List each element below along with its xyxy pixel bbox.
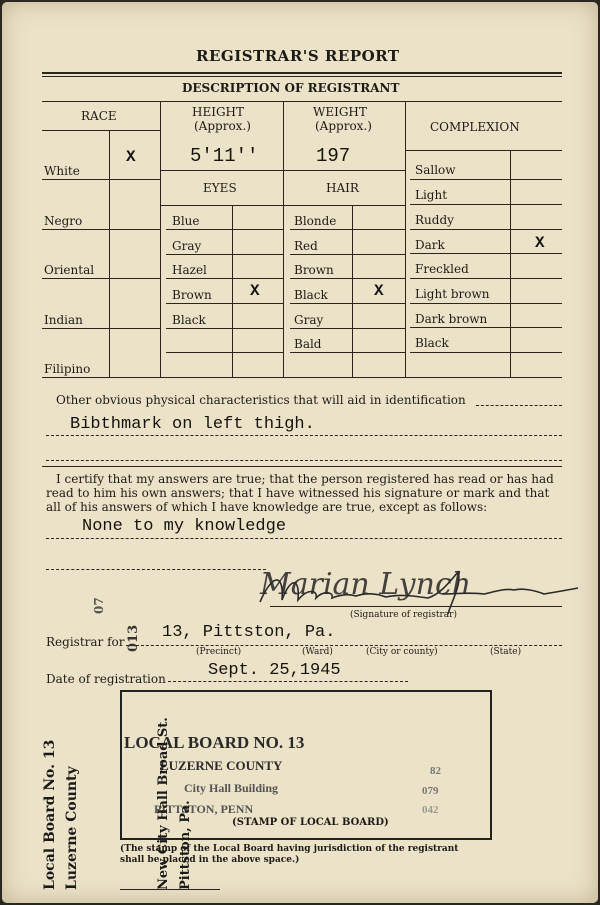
col-divider-weight [405, 101, 406, 377]
stamp-caption: (STAMP OF LOCAL BOARD) [232, 817, 389, 828]
race-filipino: Filipino [44, 362, 91, 376]
registrar-for-line [126, 645, 562, 646]
section-title: DESCRIPTION OF REGISTRANT [182, 81, 400, 95]
complexion-sallow: Sallow [415, 163, 456, 177]
complexion-header: COMPLEXION [430, 120, 520, 134]
stamp-line-3: City Hall Building [184, 781, 279, 795]
stamp-number-3: 042 [422, 804, 439, 816]
complexion-rule-2 [410, 204, 562, 205]
complexion-freckled: Freckled [415, 262, 469, 276]
complexion-rule-7 [410, 327, 562, 328]
hair-rule-4 [290, 303, 405, 304]
other-characteristics-label: Other obvious physical characteristics that will aid in identification [56, 393, 466, 407]
complexion-rule-1 [410, 179, 562, 180]
complexion-header-rule [405, 150, 562, 151]
stamp-line-4: PITTSTON, PENN [154, 802, 254, 816]
eyes-rule-4 [166, 303, 283, 304]
race-row-rule-1 [42, 179, 160, 180]
hair-gray: Gray [294, 313, 324, 327]
date-value: Sept. 25,1945 [208, 661, 341, 680]
complexion-ruddy: Ruddy [415, 213, 454, 227]
race-indian: Indian [44, 313, 83, 327]
complexion-rule-3 [410, 229, 562, 230]
side-stamp-2-line-1: New City Hall Broad St. [156, 717, 171, 890]
height-label: HEIGHT [192, 105, 245, 119]
eyes-header-rule [160, 205, 283, 206]
side-stamp-2-line-2: Pittston, Pa. [178, 800, 193, 890]
registrar-signature-text: Marian Lynch [260, 567, 472, 602]
date-line [168, 681, 408, 682]
hair-black: Black [294, 288, 328, 302]
stamp-line-1: LOCAL BOARD NO. 13 [124, 733, 305, 752]
exceptions-line-2 [46, 569, 266, 570]
table-top-rule [42, 101, 562, 102]
title-rule [42, 72, 562, 74]
hair-rule-1 [290, 229, 405, 230]
complexion-check-divider [510, 150, 511, 377]
race-white: White [44, 164, 80, 178]
hair-rule-2 [290, 254, 405, 255]
weight-label: WEIGHT [313, 105, 367, 119]
registrar-for-value: 13, Pittston, Pa. [162, 623, 336, 642]
complexion-light-brown: Light brown [415, 287, 490, 301]
stamp-number-2: 079 [422, 785, 439, 797]
eyes-hazel: Hazel [172, 263, 207, 277]
race-row-rule-2 [42, 229, 160, 230]
race-row-rule-3 [42, 278, 160, 279]
table-bottom-rule [42, 377, 562, 378]
report-title: REGISTRAR'S REPORT [196, 47, 400, 65]
col-divider-race [160, 101, 161, 377]
hair-bald: Bald [294, 337, 322, 351]
precinct-label: (Precinct) [196, 647, 242, 657]
hair-blonde: Blonde [294, 214, 337, 228]
race-check-divider [109, 130, 110, 377]
hair-red: Red [294, 239, 318, 253]
hair-header-rule [283, 205, 405, 206]
complexion-rule-6 [410, 303, 562, 304]
stamp-line-2: LUZERNE COUNTY [160, 758, 283, 773]
signature-line [270, 606, 562, 607]
height-value: 5'11'' [190, 145, 259, 167]
eyes-rule-1 [166, 229, 283, 230]
state-label: (State) [490, 647, 522, 657]
weight-approx: (Approx.) [315, 119, 372, 133]
height-approx: (Approx.) [194, 119, 251, 133]
bottom-rule [120, 889, 220, 890]
side-number-2: 07 [92, 597, 106, 614]
complexion-black: Black [415, 336, 449, 350]
side-stamp-1-line-1: Local Board No. 13 [42, 739, 58, 890]
certify-rule [42, 466, 562, 467]
height-value-rule [160, 170, 405, 171]
stamp-number-1: 82 [430, 765, 441, 777]
ward-label: (Ward) [302, 647, 333, 657]
weight-value: 197 [316, 145, 351, 167]
date-label: Date of registration [46, 672, 166, 686]
certify-line-2: read to him his own answers; that I have witnessed his signature or mark and that [46, 486, 550, 500]
eyes-brown-mark: X [250, 282, 260, 300]
eyes-header: EYES [203, 181, 237, 195]
signature-label: (Signature of registrar) [350, 610, 457, 620]
eyes-rule-3 [166, 278, 283, 279]
other-line-1 [46, 435, 562, 436]
race-white-mark: X [126, 148, 136, 166]
certify-line-1: I certify that my answers are true; that the person registered has read or has had [56, 472, 554, 486]
eyes-blue: Blue [172, 214, 200, 228]
registration-card [2, 2, 598, 903]
race-header: RACE [81, 109, 117, 123]
eyes-rule-2 [166, 254, 283, 255]
eyes-rule-5 [166, 328, 283, 329]
side-number: 013 [126, 624, 141, 652]
race-row-rule-4 [42, 328, 160, 329]
certify-line-3: all of his answers of which I have knowledge are true, except as follows: [46, 500, 488, 514]
race-oriental: Oriental [44, 263, 95, 277]
complexion-dark-brown: Dark brown [415, 312, 488, 326]
footnote-line-2: shall be placed in the above space.) [120, 855, 300, 865]
col-divider-height [283, 101, 284, 377]
registrar-for-label: Registrar for [46, 635, 125, 649]
other-characteristics-value: Bibthmark on left thigh. [70, 415, 315, 434]
side-stamp-1-line-2: Luzerne County [64, 766, 80, 890]
complexion-rule-5 [410, 278, 562, 279]
city-label: (City or county) [366, 647, 438, 657]
complexion-dark: Dark [415, 238, 445, 252]
exceptions-line-1 [46, 538, 562, 539]
title-rule-2 [42, 76, 562, 77]
complexion-dark-mark: X [535, 234, 545, 252]
hair-header: HAIR [326, 181, 359, 195]
other-line-2 [46, 460, 562, 461]
complexion-light: Light [415, 188, 448, 202]
other-label-dashes [476, 405, 562, 406]
hair-rule-6 [290, 352, 405, 353]
race-negro: Negro [44, 214, 83, 228]
exceptions-value: None to my knowledge [82, 517, 287, 536]
eyes-rule-6 [166, 352, 283, 353]
hair-black-mark: X [374, 282, 384, 300]
eyes-brown: Brown [172, 288, 212, 302]
footnote-line-1: (The stamp of the Local Board having jurisdiction of the registrant [120, 844, 459, 854]
hair-rule-5 [290, 328, 405, 329]
hair-rule-3 [290, 278, 405, 279]
race-header-rule [42, 130, 160, 131]
hair-brown: Brown [294, 263, 334, 277]
complexion-rule-4 [410, 253, 562, 254]
eyes-gray: Gray [172, 239, 202, 253]
complexion-rule-8 [410, 352, 562, 353]
eyes-black: Black [172, 313, 206, 327]
